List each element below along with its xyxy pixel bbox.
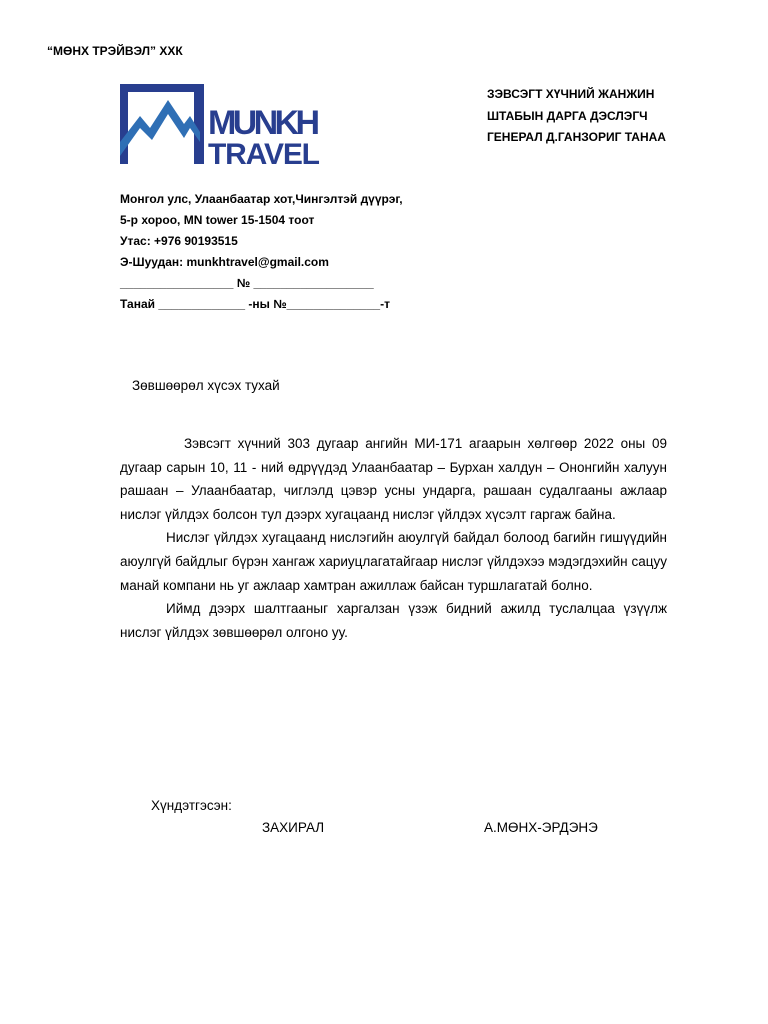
mountain-logo-icon [118, 82, 324, 166]
logo-word-travel: TRAVEL [208, 138, 320, 166]
email-line: Э-Шуудан: munkhtravel@gmail.com [120, 255, 329, 269]
recipient-line: ШТАБЫН ДАРГА ДЭСЛЭГЧ [487, 108, 648, 123]
recipient-line: ЗЭВСЭГТ ХҮЧНИЙ ЖАНЖИН [487, 87, 655, 101]
reference-line: Танай _____________ -ны №______________-т [120, 297, 390, 311]
letter-subject: Зөвшөөрөл хүсэх тухай [132, 378, 280, 393]
address-line: Монгол улс, Улаанбаатар хот,Чингэлтэй дүүрэг, [120, 192, 403, 206]
letter-body [120, 432, 667, 644]
paragraph: Нислэг үйлдэх хугацаанд нислэгийн аюулгүй байдал болоод багийн гишүүдийн аюулгүй байдлыг бүрэн хангаж хариуцлагатайгаар нислэг үйлдэхээ мэдэгдэхийн сацуу манай компани нь уг ажлаар хамтран ажиллаж байсан туршлагатай болно. [120, 530, 667, 593]
closing-text: Хүндэтгэсэн: [151, 798, 232, 813]
recipient-line: ГЕНЕРАЛ Д.ГАНЗОРИГ ТАНАА [487, 130, 666, 144]
address-block [120, 189, 403, 315]
signer-title: ЗАХИРАЛ [262, 820, 325, 835]
address-line: 5-р хороо, MN tower 15-1504 тоот [120, 213, 315, 227]
company-name: “МӨНХ ТРЭЙВЭЛ” ХХК [47, 44, 183, 58]
signer-name: А.МӨНХ-ЭРДЭНЭ [484, 820, 598, 835]
reference-line: _________________ № __________________ [120, 276, 374, 290]
logo-word-munkh: MUNKH [208, 104, 320, 142]
paragraph: Зэвсэгт хүчний 303 дугаар ангийн МИ-171 агаарын хөлгөөр 2022 оны 09 дугаар сарын 10, 11 - ний өдрүүдэд Улаанбаатар – Бурхан халдун – Ононгийн халуун рашаан – Улаанбаатар, чиглэлд цэвэр усны ундарга, рашаан судалгааны ажлаар нислэг үйлдэх болсон тул дээрх хугацаанд нислэг үйлдэх хүсэлт гаргаж байна. [120, 436, 667, 522]
munkh-travel-logo [118, 82, 324, 166]
phone-line: Утас: +976 90193515 [120, 234, 238, 248]
paragraph: Иймд дээрх шалтгааныг харгалзан үзэж бидний ажилд туслалцаа үзүүлж нислэг үйлдэх зөвшөөрөл олгоно уу. [120, 601, 667, 640]
recipient-block [487, 84, 666, 149]
